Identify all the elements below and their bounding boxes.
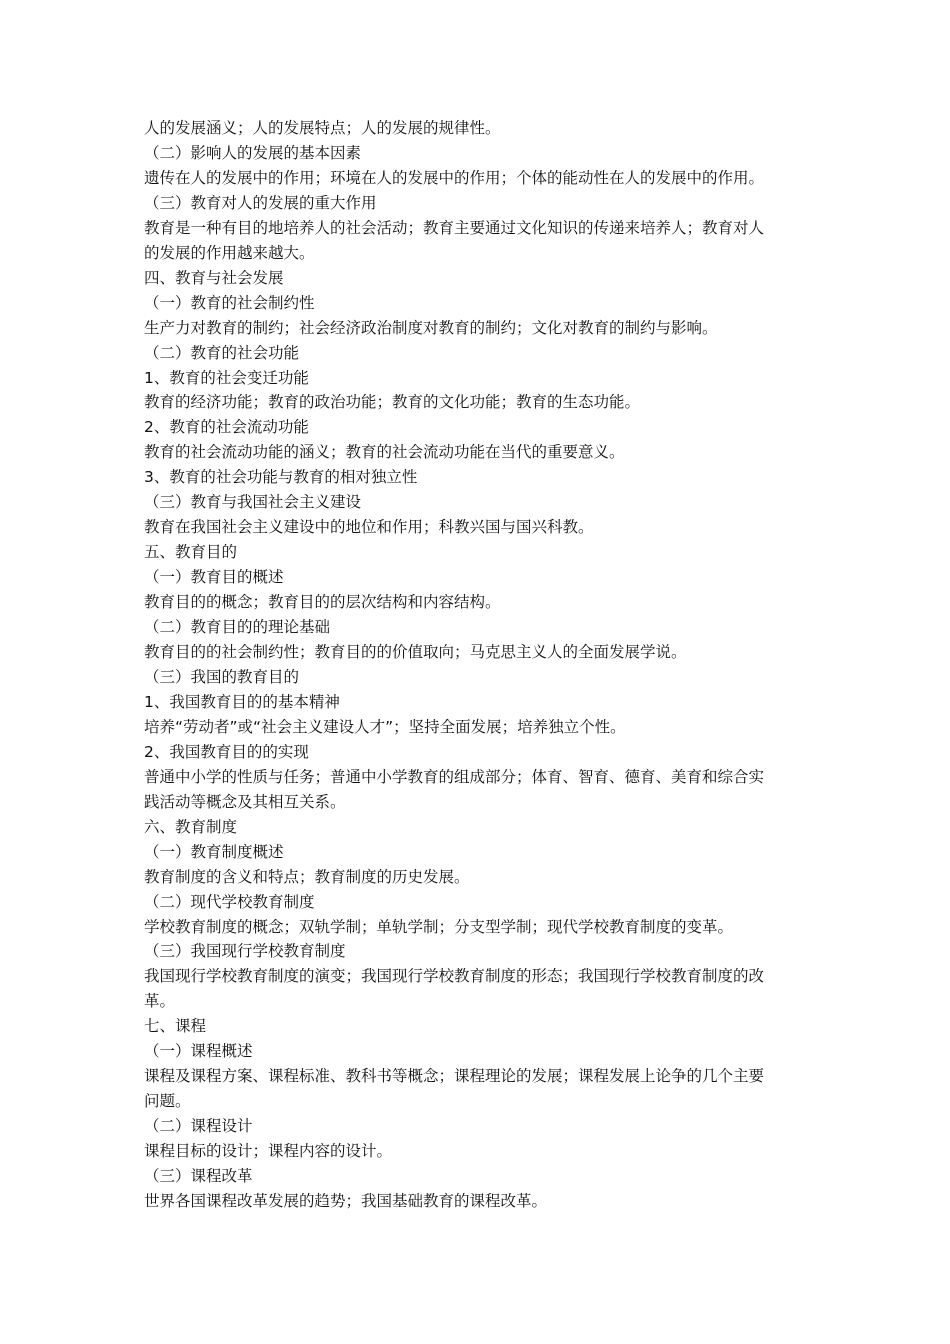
section-heading: （三）教育对人的发展的重大作用 — [144, 193, 377, 212]
text-line: 问题。 — [144, 1092, 191, 1111]
section-heading: （一）教育目的概述 — [144, 568, 284, 587]
section-heading: （三）我国的教育目的 — [144, 667, 300, 686]
chapter-heading: 七、课程 — [144, 1017, 207, 1036]
document-page — [144, 116, 816, 1214]
chapter-heading: 四、教育与社会发展 — [144, 268, 284, 287]
text-line: 践活动等概念及其相互关系。 — [144, 792, 346, 811]
section-heading: （二）课程设计 — [144, 1117, 253, 1136]
section-heading: （三）我国现行学校教育制度 — [144, 942, 346, 961]
text-line: 教育制度的含义和特点；教育制度的历史发展。 — [144, 867, 470, 886]
section-heading: （一）课程概述 — [144, 1042, 253, 1061]
subsection-heading: 3、教育的社会功能与教育的相对独立性 — [144, 468, 418, 487]
section-heading: （一）教育的社会制约性 — [144, 293, 315, 312]
text-line: 教育是一种有目的地培养人的社会活动；教育主要通过文化知识的传递来培养人；教育对人 — [144, 218, 765, 237]
text-line: 课程及课程方案、课程标准、教科书等概念；课程理论的发展；课程发展上论争的几个主要 — [144, 1067, 765, 1086]
subsection-heading: 1、我国教育目的的基本精神 — [144, 692, 340, 711]
text-line: 世界各国课程改革发展的趋势；我国基础教育的课程改革。 — [144, 1191, 548, 1210]
text-line: 教育的社会流动功能的涵义；教育的社会流动功能在当代的重要意义。 — [144, 443, 625, 462]
section-heading: （一）教育制度概述 — [144, 842, 284, 861]
text-line: 革。 — [144, 992, 176, 1011]
text-line: 我国现行学校教育制度的演变；我国现行学校教育制度的形态；我国现行学校教育制度的改 — [144, 967, 765, 986]
text-line: 课程目标的设计；课程内容的设计。 — [144, 1142, 393, 1161]
text-line: 教育目的的社会制约性；教育目的的价值取向；马克思主义人的全面发展学说。 — [144, 643, 687, 662]
text-line: 培养“劳动者”或“社会主义建设人才”；坚持全面发展；培养独立个性。 — [144, 717, 626, 736]
text-line: 学校教育制度的概念；双轨学制；单轨学制；分支型学制；现代学校教育制度的变革。 — [144, 917, 734, 936]
subsection-heading: 2、我国教育目的的实现 — [144, 742, 309, 761]
section-heading: （三）课程改革 — [144, 1167, 253, 1186]
text-line: 的发展的作用越来越大。 — [144, 243, 315, 262]
text-line: 生产力对教育的制约；社会经济政治制度对教育的制约；文化对教育的制约与影响。 — [144, 318, 718, 337]
section-heading: （三）教育与我国社会主义建设 — [144, 493, 362, 512]
section-heading: （二）现代学校教育制度 — [144, 892, 315, 911]
text-line: 教育目的的概念；教育目的的层次结构和内容结构。 — [144, 593, 501, 612]
chapter-heading: 六、教育制度 — [144, 817, 238, 836]
subsection-heading: 2、教育的社会流动功能 — [144, 418, 309, 437]
text-line: 教育在我国社会主义建设中的地位和作用；科教兴国与国兴科教。 — [144, 518, 594, 537]
text-line: 教育的经济功能；教育的政治功能；教育的文化功能；教育的生态功能。 — [144, 393, 641, 412]
text-line: 人的发展涵义；人的发展特点；人的发展的规律性。 — [144, 119, 501, 137]
text-line: 遗传在人的发展中的作用；环境在人的发展中的作用；个体的能动性在人的发展中的作用。 — [144, 168, 765, 187]
chapter-heading: 五、教育目的 — [144, 543, 238, 562]
section-heading: （二）教育的社会功能 — [144, 343, 300, 362]
section-heading: （二）教育目的的理论基础 — [144, 618, 331, 637]
text-line: 普通中小学的性质与任务；普通中小学教育的组成部分；体育、智育、德育、美育和综合实 — [144, 767, 765, 786]
section-heading: （二）影响人的发展的基本因素 — [144, 143, 362, 162]
subsection-heading: 1、教育的社会变迁功能 — [144, 368, 309, 387]
